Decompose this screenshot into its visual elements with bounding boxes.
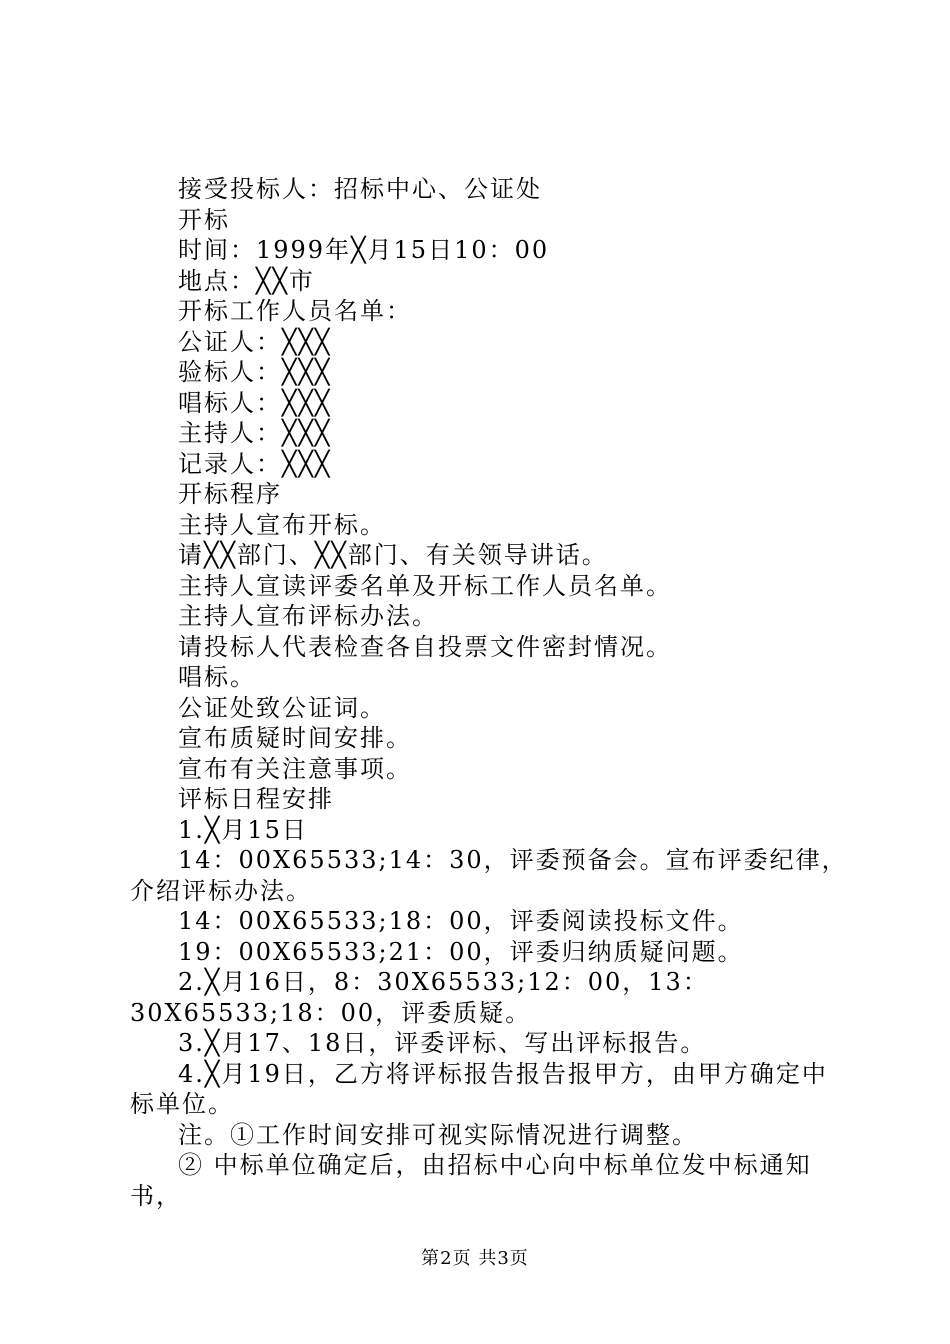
text-line: 请╳╳部门、╳╳部门、有关领导讲话。 xyxy=(178,541,608,569)
text-line: 唱标。 xyxy=(178,663,256,691)
schedule-paragraph: 3.╳月17、18日，评委评标、写出评标报告。 xyxy=(178,1029,707,1057)
section-heading: 开标程序 xyxy=(178,480,282,508)
page-footer: 第2页 共3页 xyxy=(421,1248,529,1269)
schedule-paragraph: 4.╳月19日，乙方将评标报告报告报甲方，由甲方确定中标单位。 xyxy=(130,1059,828,1118)
text-line: 主持人：╳╳╳ xyxy=(178,419,332,447)
text-line: 时间：1999年╳月15日10：00 xyxy=(178,236,550,264)
schedule-paragraph: 19：00X65533;21：00，评委归纳质疑问题。 xyxy=(178,937,744,966)
text-line: 地点：╳╳市 xyxy=(178,266,315,295)
document-body xyxy=(130,174,850,1211)
section-heading: 评标日程安排 xyxy=(178,785,334,813)
note-paragraph: 注。①工作时间安排可视实际情况进行调整。 xyxy=(178,1120,698,1149)
text-line: 主持人宣布评标办法。 xyxy=(178,602,438,630)
text-line: 公证处致公证词。 xyxy=(178,693,386,722)
section-heading: 开标 xyxy=(178,205,230,234)
text-line: 接受投标人：招标中心、公证处 xyxy=(178,175,542,203)
text-line: 请投标人代表检查各自投票文件密封情况。 xyxy=(178,632,672,661)
text-line: 宣布有关注意事项。 xyxy=(178,754,412,783)
text-line: 宣布质疑时间安排。 xyxy=(178,724,412,752)
schedule-paragraph: 2.╳月16日，8：30X65533;12：00，13：30X65533;18：00，评委质疑。 xyxy=(130,968,709,1027)
schedule-paragraph: 14：00X65533;18：00，评委阅读投标文件。 xyxy=(178,907,744,935)
text-line: 1.╳月15日 xyxy=(178,815,308,844)
text-line: 唱标人：╳╳╳ xyxy=(178,388,332,417)
schedule-paragraph: 14：00X65533;14：30，评委预备会。宣布评委纪律，介绍评标办法。 xyxy=(130,846,848,905)
text-line: 验标人：╳╳╳ xyxy=(178,358,332,386)
text-line: 公证人：╳╳╳ xyxy=(178,327,332,356)
text-line: 开标工作人员名单： xyxy=(178,297,412,325)
text-line: 记录人：╳╳╳ xyxy=(178,449,332,478)
note-paragraph: ② 中标单位确定后，由招标中心向中标单位发中标通知书， xyxy=(130,1151,812,1210)
text-line: 主持人宣布开标。 xyxy=(178,510,386,539)
text-line: 主持人宣读评委名单及开标工作人员名单。 xyxy=(178,571,672,600)
